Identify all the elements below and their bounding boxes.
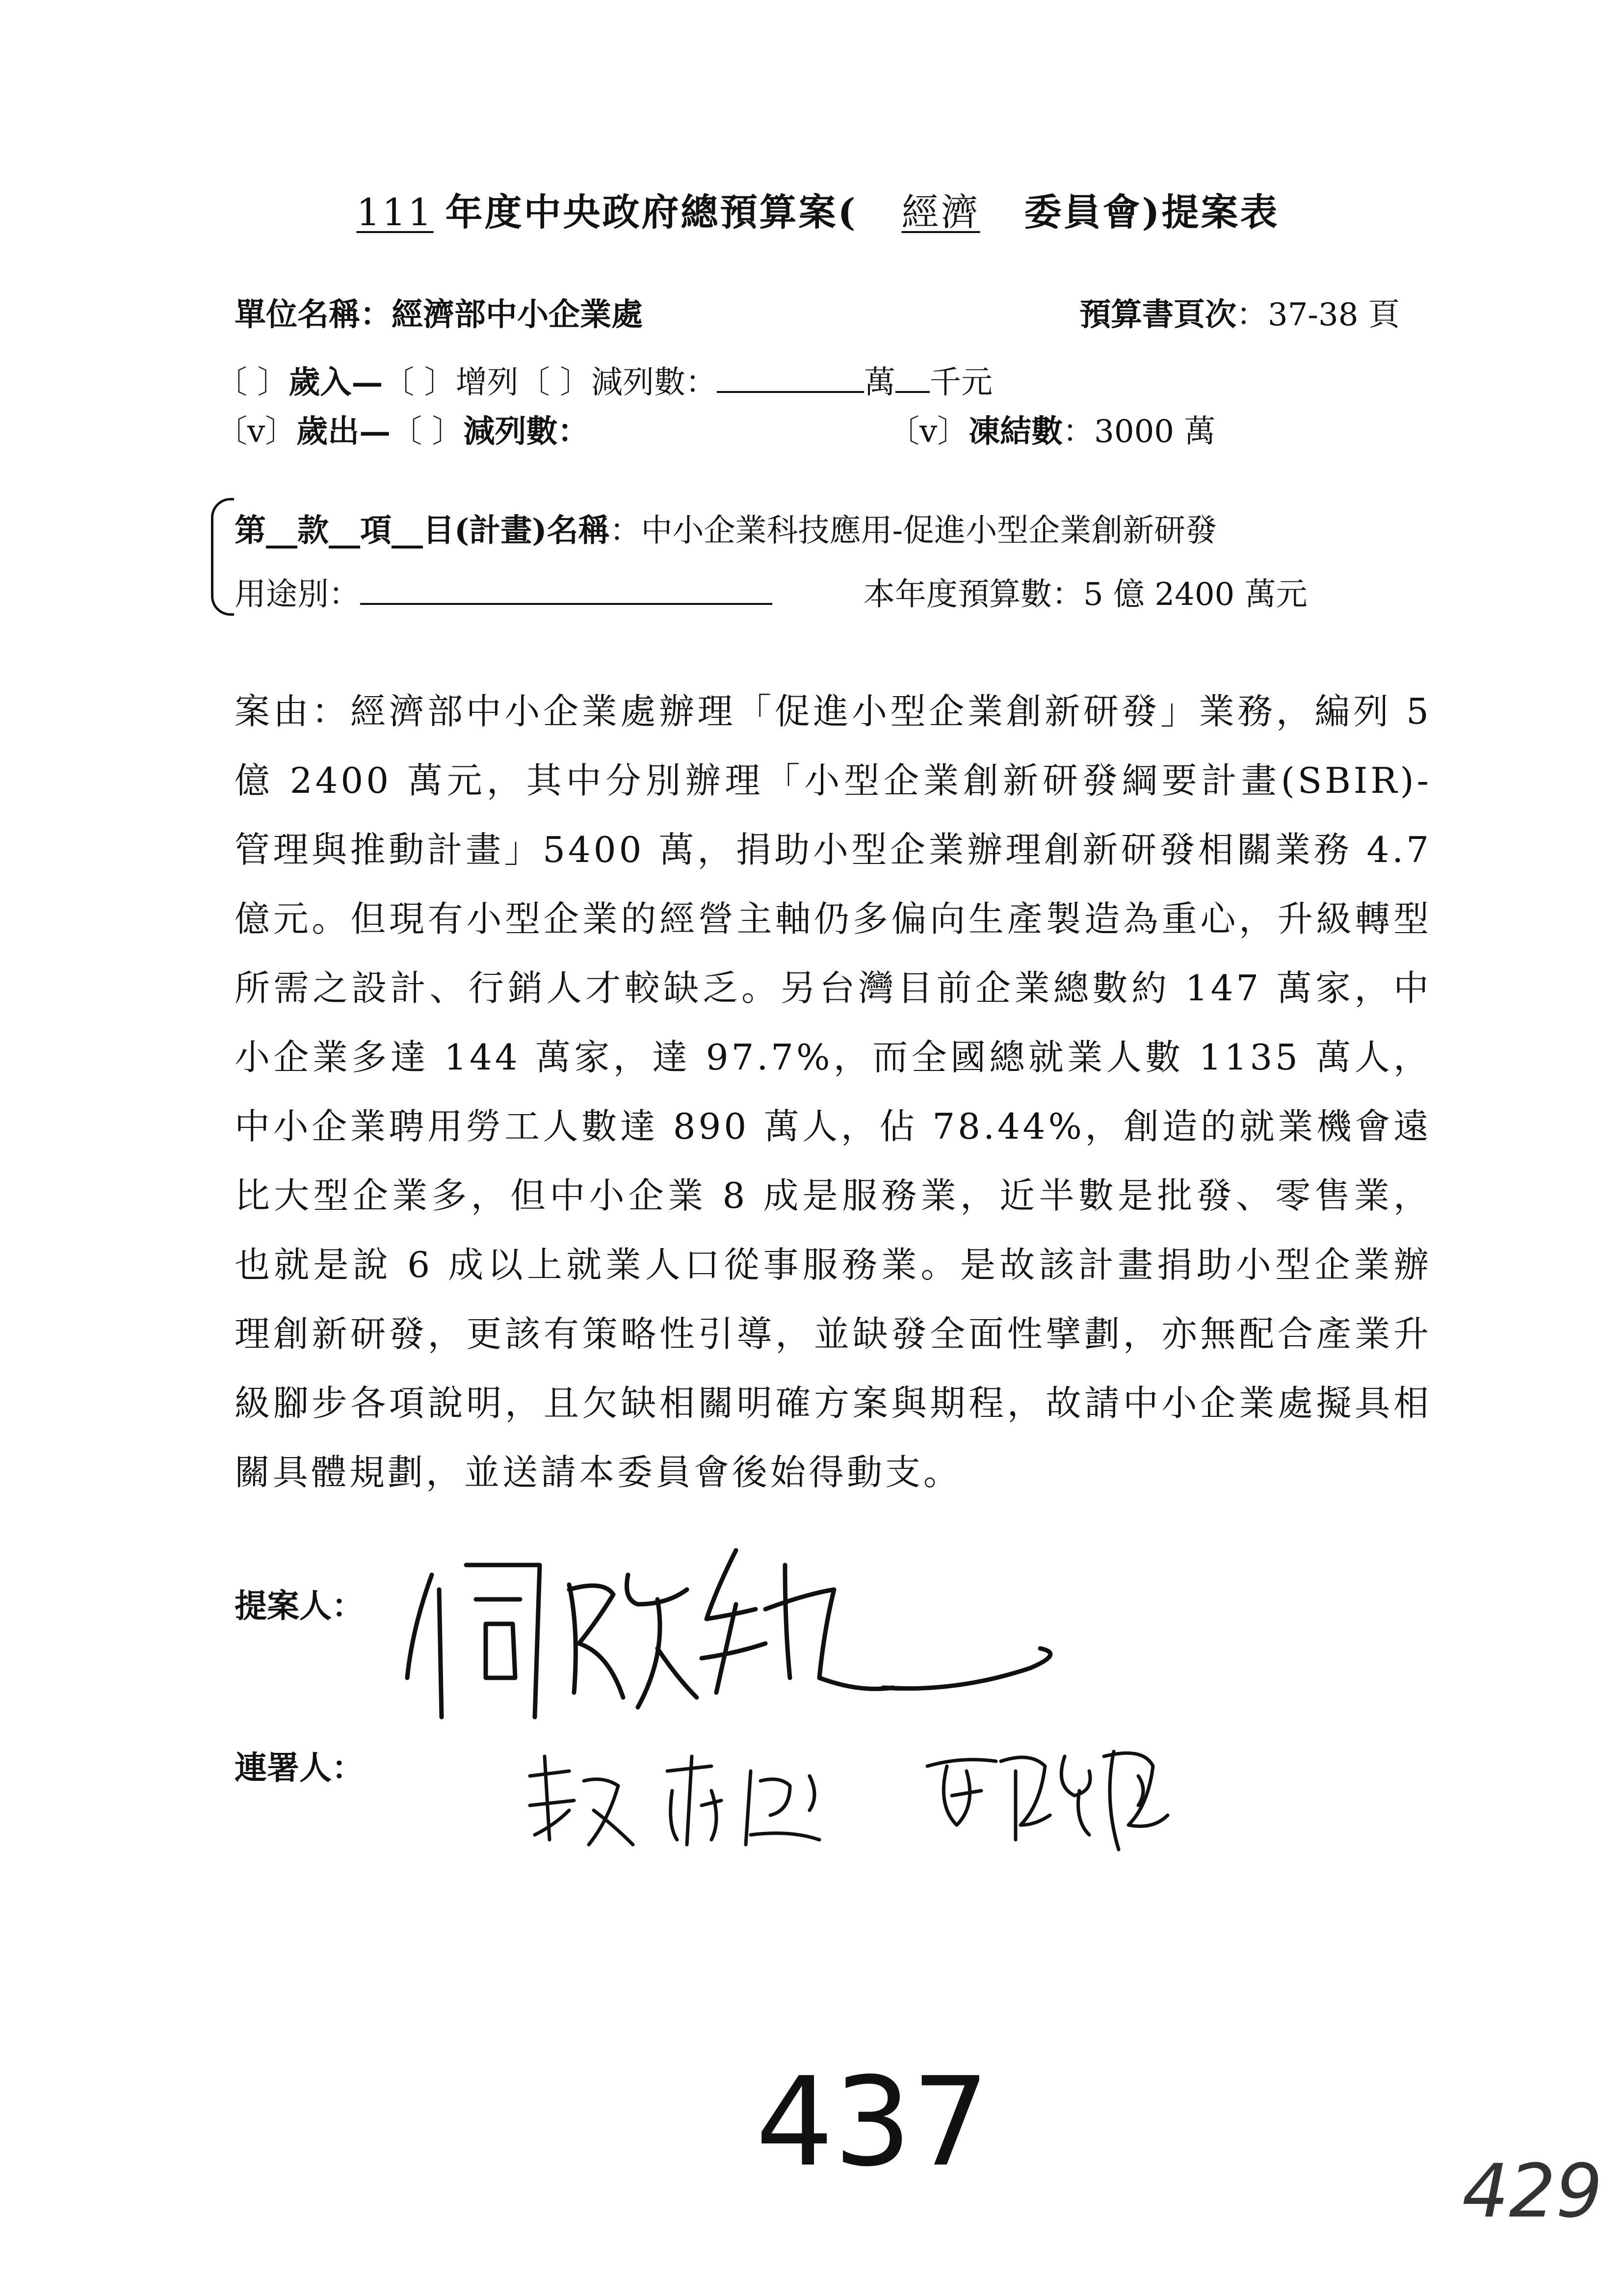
cosigner-label: 連署人： (235, 1748, 364, 1787)
title-suffix: 委員會)提案表 (1024, 190, 1280, 234)
expense-row (216, 406, 589, 451)
title-year: 111 (356, 190, 434, 234)
revenue-checkbox: 〔 〕 (216, 365, 289, 401)
budget-amount: 本年度預算數：5 億 2400 萬元 (864, 576, 1308, 613)
unit-label: 單位名稱： (235, 296, 392, 333)
item-value: ：中小企業科技應用-促進小型企業創新研發 (609, 513, 1217, 549)
usage-blank (360, 574, 772, 605)
qian-unit: 千元 (930, 365, 993, 401)
usage-row (235, 569, 772, 614)
cosigner-signature-1 (515, 1737, 878, 1864)
decrease-label: 減列數： (591, 365, 717, 401)
cosigner-signature-2 (917, 1727, 1192, 1854)
form-title (0, 183, 1624, 236)
item-bracket (211, 498, 234, 616)
qian-blank (895, 362, 930, 393)
freeze-checkbox: 〔v〕 (888, 414, 969, 450)
item-label: 第__款__項__目(計畫)名稱 (235, 512, 610, 549)
freeze-row (888, 406, 1215, 451)
freeze-label: 凍結數 (969, 413, 1063, 450)
budget-page-row (1079, 289, 1400, 335)
handwritten-page-number: 429 (1462, 2149, 1603, 2234)
budget-page-value: ：37-38 頁 (1236, 297, 1400, 333)
title-prefix: 年度中央政府總預算案( (445, 190, 858, 234)
expense-decrease-label: 減列數： (463, 413, 589, 450)
title-committee: 經濟 (901, 190, 980, 234)
budget-amount-row (864, 569, 1308, 614)
proposer-signature (393, 1531, 1079, 1737)
decrease-checkbox: 〔 〕 (518, 365, 592, 401)
proposer-label: 提案人： (235, 1587, 364, 1625)
freeze-value: ：3000 萬 (1063, 414, 1216, 450)
item-name-row (235, 505, 1217, 550)
revenue-row (216, 357, 993, 402)
increase-checkbox: 〔 〕 (383, 365, 456, 401)
unit-value: 經濟部中小企業處 (392, 296, 643, 333)
expense-label: 歲出— (296, 413, 391, 450)
expense-checkbox: 〔v〕 (216, 414, 297, 450)
case-body: 案由：經濟部中小企業處辦理「促進小型企業創新研發」業務，編列 5 億 2400 萬元，其中分別辦理「小型企業創新研發綱要計畫(SBIR)-管理與推動計畫」5400 萬，捐助小型企業辦理創新研發相關業務 4.7 億元。但現有小型企業的經營主軸仍多偏向生產製造為重心，升級轉型所需之設計、行銷人才較缺乏。另台灣目前企業總數約 147 萬家，中小企業多達 144 萬家，達 97.7%，而全國總就業人數 1135 萬人，中小企業聘用勞工人數達 890 萬人，佔 78.44%，創造的就業機會遠比大型企業多，但中小企業 8 成是服務業，近半數是批發、零售業，也就是說 6 成以上就業人口從事服務業。是故該計畫捐助小型企業辦理創新研發，更該有策略性引導，並缺發全面性擘劃，亦無配合產業升級腳步各項說明，且欠缺相關明確方案與期程，故請中小企業處擬具相關具體規劃，並送請本委員會後始得動支。 (235, 691, 1432, 1493)
expense-decrease-checkbox: 〔 〕 (391, 414, 464, 450)
wan-unit: 萬 (864, 365, 896, 401)
page-number: 437 (756, 2051, 990, 2193)
revenue-label: 歲入— (288, 364, 383, 401)
increase-label: 增列 (455, 365, 519, 401)
amount-blank (717, 362, 864, 393)
budget-page-label: 預算書頁次 (1079, 296, 1236, 333)
usage-label: 用途別： (235, 576, 360, 613)
unit-name-row (235, 289, 643, 335)
